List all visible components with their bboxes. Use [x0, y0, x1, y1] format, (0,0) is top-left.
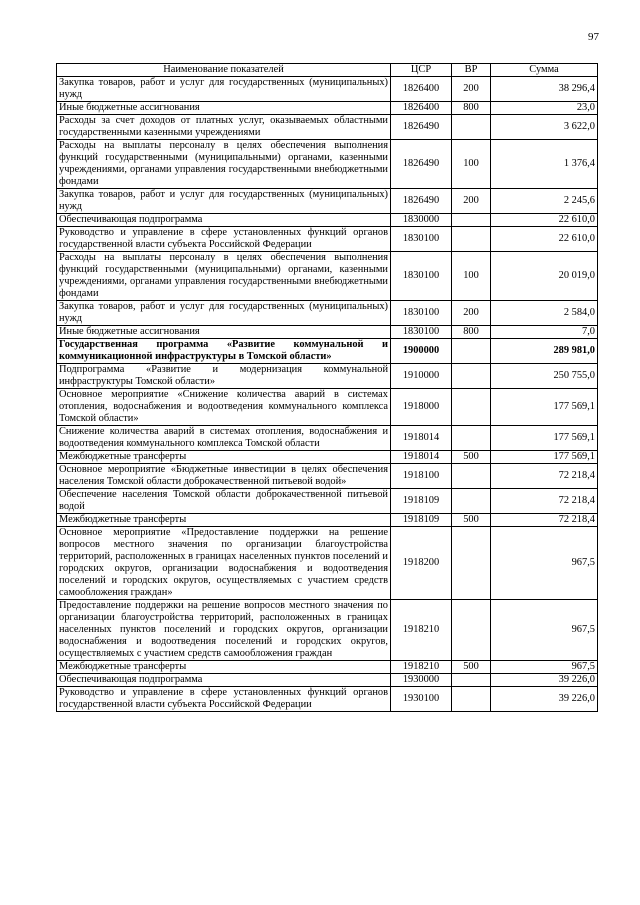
row-vr: [452, 674, 491, 687]
row-sum: 7,0: [491, 326, 598, 339]
table-row: [57, 102, 598, 115]
row-vr: 200: [452, 301, 491, 326]
row-csr: 1830100: [391, 252, 452, 301]
row-csr: 1830000: [391, 214, 452, 227]
table-row: [57, 674, 598, 687]
row-name: Расходы на выплаты персоналу в целях обеспечения выполнения функций государственными (муниципальными) органами, казенными учреждениями, органами управления государственными внебюджетными фондами: [57, 252, 391, 301]
row-name: Обеспечивающая подпрограмма: [57, 674, 391, 687]
table-row: [57, 189, 598, 214]
table-row: [57, 464, 598, 489]
table-row: [57, 339, 598, 364]
row-vr: 800: [452, 102, 491, 115]
row-name: Расходы на выплаты персоналу в целях обеспечения выполнения функций государственными (муниципальными) органами, казенными учреждениями, органами управления государственными внебюджетными фондами: [57, 140, 391, 189]
table-row: [57, 227, 598, 252]
row-vr: 800: [452, 326, 491, 339]
header-vr: ВР: [452, 64, 491, 77]
row-sum: 967,5: [491, 600, 598, 661]
row-sum: 22 610,0: [491, 214, 598, 227]
row-name: Основное мероприятие «Бюджетные инвестиции в целях обеспечения населения Томской области доброкачественной питьевой водой»: [57, 464, 391, 489]
row-name: Закупка товаров, работ и услуг для государственных (муниципальных) нужд: [57, 77, 391, 102]
table-row: [57, 426, 598, 451]
row-vr: 100: [452, 252, 491, 301]
row-name: Снижение количества аварий в системах отопления, водоснабжения и водоотведения коммунального комплекса Томской области: [57, 426, 391, 451]
row-sum: 22 610,0: [491, 227, 598, 252]
row-sum: 177 569,1: [491, 389, 598, 426]
table-row: [57, 527, 598, 600]
row-sum: 38 296,4: [491, 77, 598, 102]
row-vr: [452, 464, 491, 489]
row-csr: 1826490: [391, 140, 452, 189]
row-name: Государственная программа «Развитие коммунальной и коммуникационной инфраструктуры в Томской области»: [57, 339, 391, 364]
row-sum: 20 019,0: [491, 252, 598, 301]
row-csr: 1900000: [391, 339, 452, 364]
row-sum: 23,0: [491, 102, 598, 115]
row-name: Основное мероприятие «Снижение количества аварий в системах отопления, водоснабжения и водоотведения коммунального комплекса Томской области»: [57, 389, 391, 426]
row-sum: 72 218,4: [491, 514, 598, 527]
row-vr: [452, 227, 491, 252]
row-name: Руководство и управление в сфере установленных функций органов государственной власти субъекта Российской Федерации: [57, 227, 391, 252]
row-sum: 2 584,0: [491, 301, 598, 326]
row-sum: 39 226,0: [491, 674, 598, 687]
row-csr: 1918210: [391, 661, 452, 674]
table-row: [57, 389, 598, 426]
table-row: [57, 600, 598, 661]
row-vr: 200: [452, 189, 491, 214]
table-row: [57, 451, 598, 464]
row-name: Межбюджетные трансферты: [57, 661, 391, 674]
row-csr: 1826400: [391, 102, 452, 115]
row-sum: 250 755,0: [491, 364, 598, 389]
row-name: Обеспечение населения Томской области доброкачественной питьевой водой: [57, 489, 391, 514]
row-csr: 1918000: [391, 389, 452, 426]
row-csr: 1918109: [391, 514, 452, 527]
table-row: [57, 687, 598, 712]
row-sum: 39 226,0: [491, 687, 598, 712]
row-name: Межбюджетные трансферты: [57, 514, 391, 527]
row-name: Обеспечивающая подпрограмма: [57, 214, 391, 227]
budget-table: [56, 63, 598, 712]
row-sum: 72 218,4: [491, 464, 598, 489]
row-csr: 1918014: [391, 426, 452, 451]
table-body: [57, 77, 598, 712]
row-vr: [452, 687, 491, 712]
row-sum: 1 376,4: [491, 140, 598, 189]
table-row: [57, 514, 598, 527]
row-vr: [452, 389, 491, 426]
row-vr: [452, 115, 491, 140]
row-vr: [452, 339, 491, 364]
row-csr: 1918100: [391, 464, 452, 489]
table-row: [57, 140, 598, 189]
row-vr: [452, 600, 491, 661]
row-name: Иные бюджетные ассигнования: [57, 326, 391, 339]
table-row: [57, 252, 598, 301]
row-name: Межбюджетные трансферты: [57, 451, 391, 464]
table-row: [57, 301, 598, 326]
row-sum: 177 569,1: [491, 426, 598, 451]
header-sum: Сумма: [491, 64, 598, 77]
row-sum: 967,5: [491, 527, 598, 600]
row-vr: [452, 214, 491, 227]
table-row: [57, 661, 598, 674]
table-row: [57, 115, 598, 140]
row-csr: 1930000: [391, 674, 452, 687]
row-csr: 1918210: [391, 600, 452, 661]
row-csr: 1930100: [391, 687, 452, 712]
row-vr: 500: [452, 514, 491, 527]
row-sum: 3 622,0: [491, 115, 598, 140]
row-sum: 72 218,4: [491, 489, 598, 514]
row-csr: 1830100: [391, 326, 452, 339]
table-row: [57, 77, 598, 102]
row-name: Предоставление поддержки на решение вопросов местного значения по организации благоустройства территорий, расположенных в границах населенных пунктов поселений и городских округов, организации водоснабжения и водоотведения поселений и городских округов, осуществляемых с участием средств самообложения граждан: [57, 600, 391, 661]
header-csr: ЦСР: [391, 64, 452, 77]
table-row: [57, 214, 598, 227]
row-vr: [452, 364, 491, 389]
table-header-row: [57, 64, 598, 77]
page-number: 97: [588, 31, 599, 43]
row-vr: [452, 489, 491, 514]
row-csr: 1826490: [391, 189, 452, 214]
row-vr: 200: [452, 77, 491, 102]
row-csr: 1910000: [391, 364, 452, 389]
table-row: [57, 364, 598, 389]
row-vr: 500: [452, 661, 491, 674]
row-vr: [452, 426, 491, 451]
row-csr: 1826490: [391, 115, 452, 140]
row-vr: [452, 527, 491, 600]
header-name: Наименование показателей: [57, 64, 391, 77]
row-sum: 289 981,0: [491, 339, 598, 364]
row-vr: 500: [452, 451, 491, 464]
table-row: [57, 489, 598, 514]
row-vr: 100: [452, 140, 491, 189]
row-csr: 1830100: [391, 301, 452, 326]
row-name: Иные бюджетные ассигнования: [57, 102, 391, 115]
row-sum: 177 569,1: [491, 451, 598, 464]
row-csr: 1826400: [391, 77, 452, 102]
table-row: [57, 326, 598, 339]
row-csr: 1830100: [391, 227, 452, 252]
row-csr: 1918109: [391, 489, 452, 514]
row-csr: 1918200: [391, 527, 452, 600]
row-csr: 1918014: [391, 451, 452, 464]
row-name: Расходы за счет доходов от платных услуг, оказываемых областными государственными казенными учреждениями: [57, 115, 391, 140]
row-name: Основное мероприятие «Предоставление поддержки на решение вопросов местного значения по организации благоустройства территорий, расположенных в границах населенных пунктов поселений и городских округов, организации водоснабжения и водоотведения поселений и городских округов, осуществляемых с участием средств самообложения граждан»: [57, 527, 391, 600]
row-name: Подпрограмма «Развитие и модернизация коммунальной инфраструктуры Томской области»: [57, 364, 391, 389]
row-name: Закупка товаров, работ и услуг для государственных (муниципальных) нужд: [57, 189, 391, 214]
row-sum: 2 245,6: [491, 189, 598, 214]
row-name: Руководство и управление в сфере установленных функций органов государственной власти субъекта Российской Федерации: [57, 687, 391, 712]
row-sum: 967,5: [491, 661, 598, 674]
row-name: Закупка товаров, работ и услуг для государственных (муниципальных) нужд: [57, 301, 391, 326]
